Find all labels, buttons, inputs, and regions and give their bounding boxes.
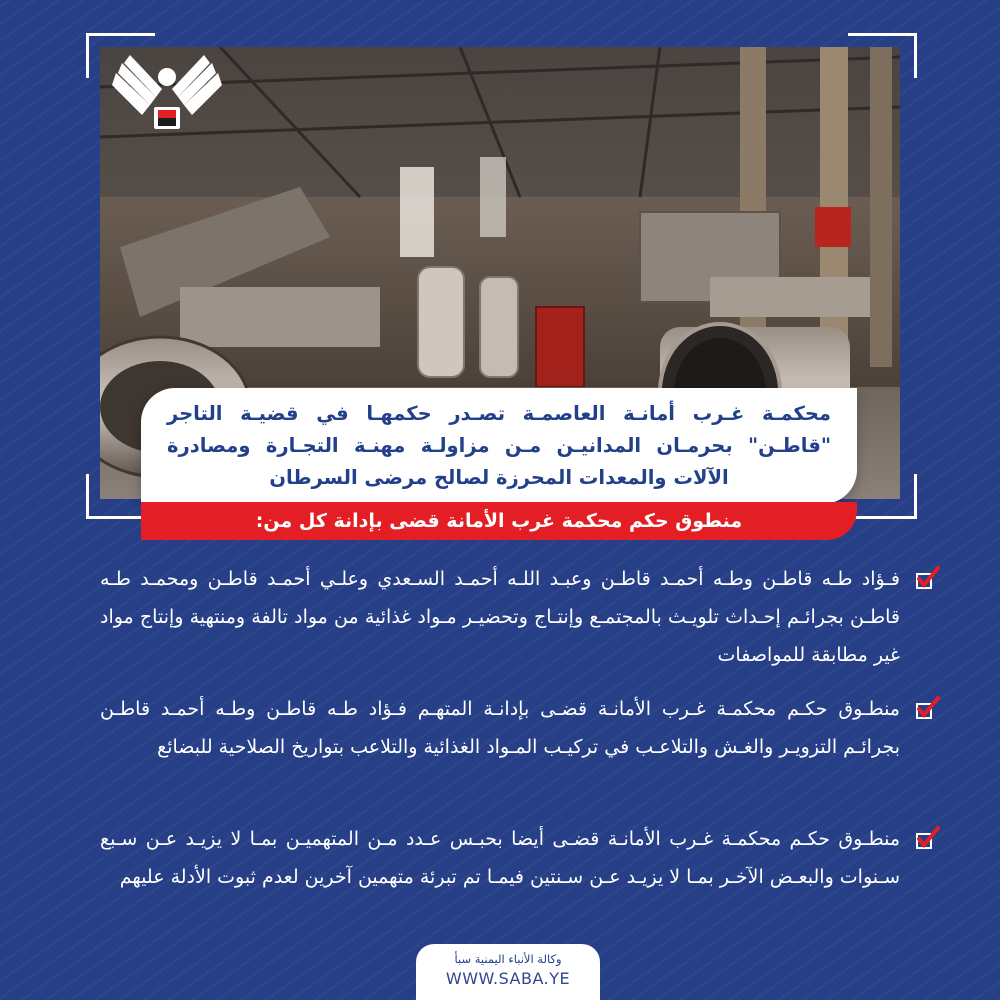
check-box-icon bbox=[914, 566, 940, 592]
footer-badge bbox=[416, 944, 600, 1000]
agency-name: وكالة الأنباء اليمنية سبأ bbox=[454, 952, 562, 966]
list-item-text: فـؤاد طـه قاطـن وطـه أحمـد قاطـن وعبـد اللـه أحمـد السـعدي وعلـي أحمـد قاطـن ومحمـد طـه قاطـن بجرائـم إحـداث تلويـث بالمجتمـع وإنتـاج وتحضيـر مـواد غذائية من مواد تالفة ومنتهية وإنتاج مواد غير مطابقة للمواصفات bbox=[100, 568, 900, 666]
headline-box bbox=[141, 388, 857, 504]
check-box-icon bbox=[914, 696, 940, 722]
check-box-icon bbox=[914, 826, 940, 852]
saba-eagle-logo bbox=[112, 55, 222, 140]
eagle-emblem-icon bbox=[112, 55, 222, 140]
headline-text: محكمـة غـرب أمانـة العاصمـة تصـدر حكمهـا في قضيـة التاجر "قاطـن" بحرمـان المدانيـن مـن مزاولـة مهنـة التجـارة ومصادرة الآلات والمعدات المحرزة لصالح مرضى السرطان bbox=[167, 402, 831, 489]
list-item-text: منطـوق حكـم محكمـة غـرب الأمانـة قضـى أيضا بحبـس عـدد مـن المتهميـن بمـا لا يزيـد عـن سـبع سـنوات والبعـض الآخـر بمـا لا يزيـد عـن سـنتين فيمـا تم تبرئة متهمين آخرين لعدم ثبوت الأدلة عليهم bbox=[100, 828, 900, 888]
website-link[interactable]: WWW.SABA.YE bbox=[445, 969, 571, 988]
verdict-bar bbox=[141, 502, 857, 540]
verdict-bar-text: منطوق حكم محكمة غرب الأمانة قضى بإدانة كل من: bbox=[255, 510, 743, 532]
list-item-text: منطـوق حكـم محكمـة غـرب الأمانـة قضـى بإدانـة المتهـم فـؤاد طـه قاطـن وطـه أحمـد قاطـن بجرائـم التزويـر والغـش والتلاعـب في تركيـب المـواد الغذائية والتلاعب بتواريخ الصلاحية للبضائع bbox=[100, 698, 900, 758]
